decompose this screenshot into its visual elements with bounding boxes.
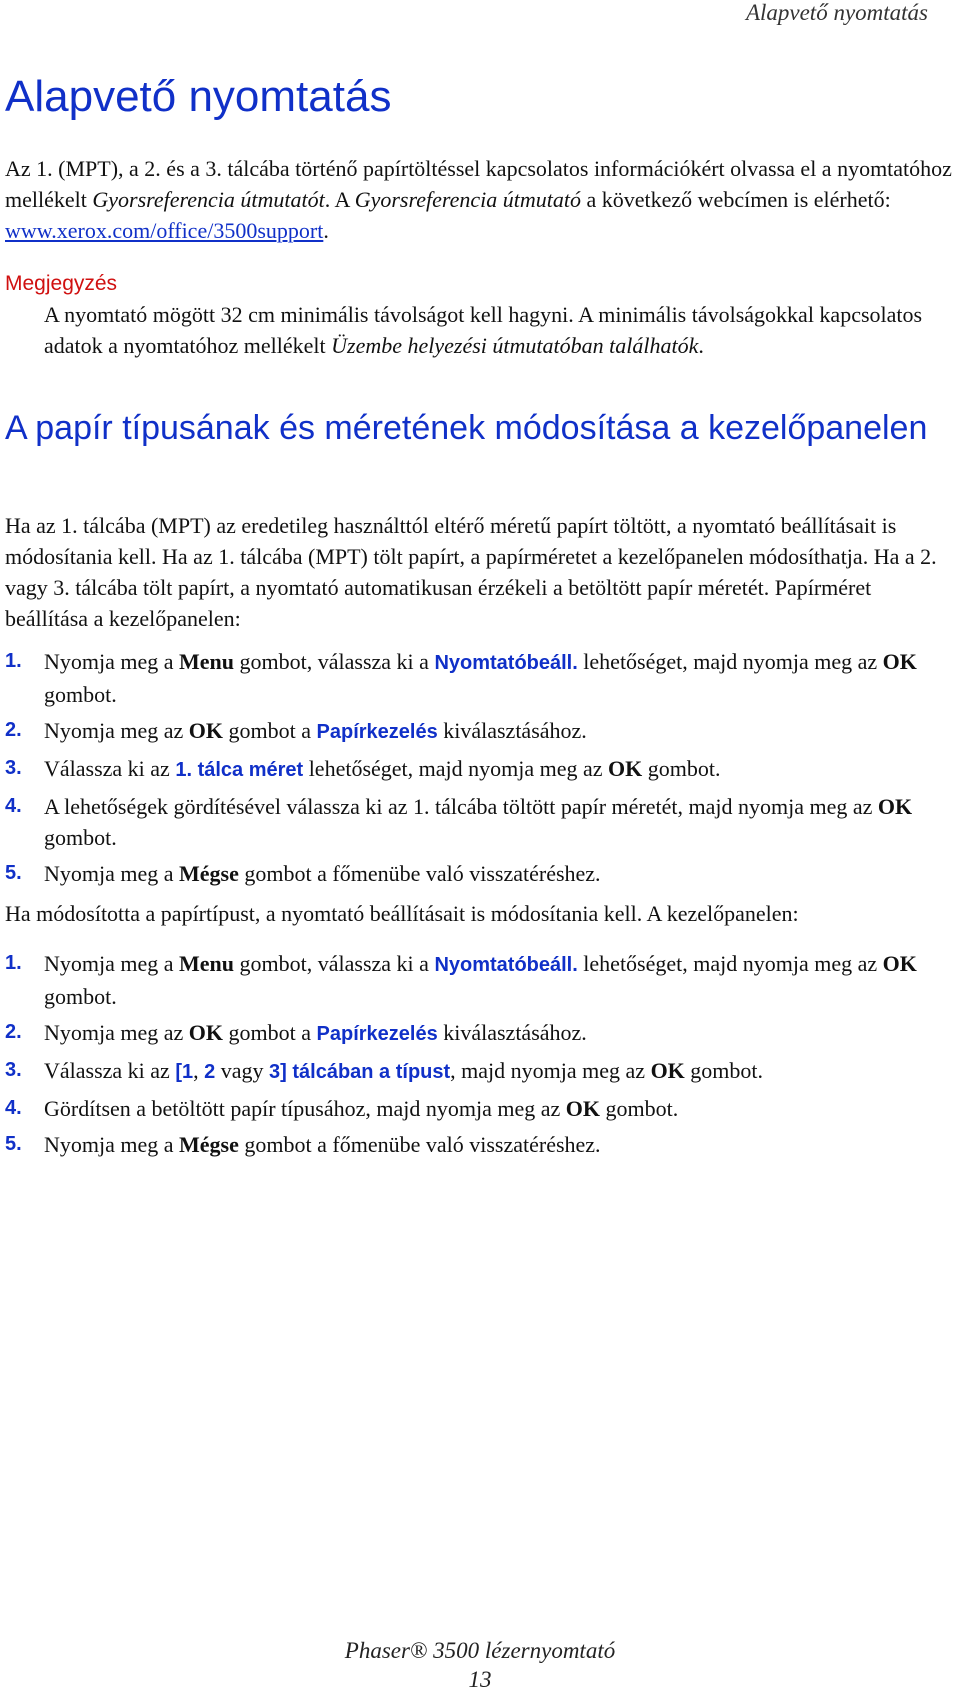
intro-text: . A bbox=[324, 187, 355, 212]
step-text: vagy bbox=[215, 1058, 270, 1083]
running-header: Alapvető nyomtatás bbox=[745, 0, 928, 25]
guide-reference: Gyorsreferencia útmutató bbox=[354, 187, 581, 212]
menu-option: 3] tálcában a típust bbox=[269, 1061, 451, 1083]
step-item bbox=[5, 791, 955, 853]
step-text: gombot, válassza ki a bbox=[234, 951, 435, 976]
step-text: lehetőséget, majd nyomja meg az bbox=[303, 756, 609, 781]
paper-type-intro: Ha módosította a papírtípust, a nyomtató beállításait is módosítania kell. A kezelőpanelen: bbox=[5, 901, 799, 926]
step-text: Nyomja meg a bbox=[44, 951, 180, 976]
step-number: 5. bbox=[5, 1133, 22, 1155]
page-footer bbox=[0, 1636, 960, 1694]
menu-option: Papírkezelés bbox=[316, 1023, 438, 1045]
step-text: kiválasztásához. bbox=[437, 718, 587, 743]
step-item bbox=[5, 1093, 955, 1124]
step-text: lehetőséget, majd nyomja meg az bbox=[577, 649, 883, 674]
step-text: gombot. bbox=[600, 1096, 679, 1121]
menu-option: Papírkezelés bbox=[316, 721, 438, 743]
step-text: Gördítsen a betöltött papír típusához, majd nyomja meg az bbox=[44, 1096, 566, 1121]
key-name: OK bbox=[188, 1020, 224, 1045]
page-title: Alapvető nyomtatás bbox=[5, 72, 392, 121]
step-text: gombot a bbox=[223, 718, 317, 743]
step-item bbox=[5, 715, 955, 748]
step-text: lehetőséget, majd nyomja meg az bbox=[577, 951, 883, 976]
step-text: Válassza ki az bbox=[44, 1058, 176, 1083]
guide-reference: Üzembe helyezési útmutatóban találhatók bbox=[331, 333, 699, 358]
key-name: OK bbox=[882, 951, 917, 976]
step-text: Nyomja meg az bbox=[44, 718, 189, 743]
step-number: 4. bbox=[5, 1097, 22, 1119]
step-number: 4. bbox=[5, 795, 22, 817]
step-text: gombot. bbox=[684, 1058, 764, 1083]
intro-text: a következő webcímen is elérhető: bbox=[581, 187, 891, 212]
key-name: OK bbox=[188, 718, 224, 743]
menu-option: 1. tálca méret bbox=[175, 759, 304, 781]
page-number: 13 bbox=[468, 1667, 492, 1692]
intro-text: Az 1. (MPT), a 2. és a 3. tálcába történő papírtöltéssel kapcsolatos információkért olvassa el a nyomtatóhoz mellékelt bbox=[5, 156, 952, 212]
key-name: OK bbox=[565, 1096, 600, 1121]
paper-size-steps bbox=[5, 646, 955, 894]
step-text: gombot. bbox=[44, 825, 117, 850]
note-text bbox=[44, 299, 954, 361]
step-text: gombot. bbox=[642, 756, 721, 781]
step-text: Nyomja meg a bbox=[44, 1132, 180, 1157]
step-item bbox=[5, 948, 955, 1012]
step-item bbox=[5, 858, 955, 889]
key-name: OK bbox=[608, 756, 643, 781]
step-text: gombot, válassza ki a bbox=[234, 649, 435, 674]
step-number: 3. bbox=[5, 1059, 22, 1081]
intro-paragraph bbox=[5, 153, 955, 246]
note-label: Megjegyzés bbox=[5, 272, 118, 295]
step-text: gombot a főmenübe való visszatéréshez. bbox=[238, 861, 601, 886]
section-title: A papír típusának és méretének módosítása a kezelőpanelen bbox=[5, 409, 928, 447]
step-text: gombot. bbox=[44, 682, 117, 707]
note-text-part: A nyomtató mögött 32 cm minimális távolságot kell hagyni. A minimális távolságokkal kapcsolatos adatok a nyomtatóhoz mellékelt bbox=[44, 302, 923, 358]
section-intro: Ha az 1. tálcába (MPT) az eredetileg használttól eltérő méretű papírt töltött, a nyomtató beállításait is módosítania kell. Ha az 1. tálcába (MPT) tölt papírt, a papírméretet a kezelőpanelen módosíthatja. Ha a 2. vagy 3. tálcába tölt papírt, a nyomtató automatikusan érzékeli a betöltött papír méretét. Papírméret beállítása a kezelőpanelen: bbox=[5, 513, 937, 631]
menu-option: Nyomtatóbeáll. bbox=[434, 954, 578, 976]
footer-product-name: Phaser® 3500 lézernyomtató bbox=[344, 1638, 616, 1663]
step-text: gombot a főmenübe való visszatéréshez. bbox=[238, 1132, 601, 1157]
step-number: 1. bbox=[5, 650, 22, 672]
step-number: 2. bbox=[5, 719, 22, 741]
paper-type-steps bbox=[5, 948, 955, 1165]
step-number: 3. bbox=[5, 757, 22, 779]
menu-option: [1 bbox=[175, 1061, 194, 1083]
key-name: Menu bbox=[179, 649, 235, 674]
step-item bbox=[5, 1055, 955, 1088]
menu-option: 2 bbox=[204, 1061, 216, 1083]
note-text-part: . bbox=[698, 333, 704, 358]
key-name: Mégse bbox=[179, 861, 239, 886]
step-item bbox=[5, 1129, 955, 1160]
step-text: , bbox=[193, 1058, 205, 1083]
step-text: Nyomja meg a bbox=[44, 861, 180, 886]
step-item bbox=[5, 1017, 955, 1050]
support-link[interactable]: www.xerox.com/office/3500support bbox=[5, 218, 324, 243]
key-name: OK bbox=[650, 1058, 685, 1083]
intro-text: . bbox=[323, 218, 329, 243]
step-text: A lehetőségek gördítésével válassza ki az 1. tálcába töltött papír méretét, majd nyomja meg az bbox=[44, 794, 878, 819]
key-name: OK bbox=[877, 794, 913, 819]
step-text: Nyomja meg a bbox=[44, 649, 180, 674]
step-text: kiválasztásához. bbox=[437, 1020, 587, 1045]
step-text: Nyomja meg az bbox=[44, 1020, 189, 1045]
guide-reference: Gyorsreferencia útmutatót bbox=[92, 187, 325, 212]
step-text: gombot. bbox=[44, 984, 117, 1009]
step-text: , majd nyomja meg az bbox=[450, 1058, 651, 1083]
key-name: Menu bbox=[179, 951, 235, 976]
step-item bbox=[5, 753, 955, 786]
step-number: 2. bbox=[5, 1021, 22, 1043]
menu-option: Nyomtatóbeáll. bbox=[434, 652, 578, 674]
step-text: gombot a bbox=[223, 1020, 317, 1045]
step-text: Válassza ki az bbox=[44, 756, 176, 781]
step-number: 5. bbox=[5, 862, 22, 884]
key-name: OK bbox=[882, 649, 917, 674]
step-number: 1. bbox=[5, 952, 22, 974]
key-name: Mégse bbox=[179, 1132, 239, 1157]
step-item bbox=[5, 646, 955, 710]
